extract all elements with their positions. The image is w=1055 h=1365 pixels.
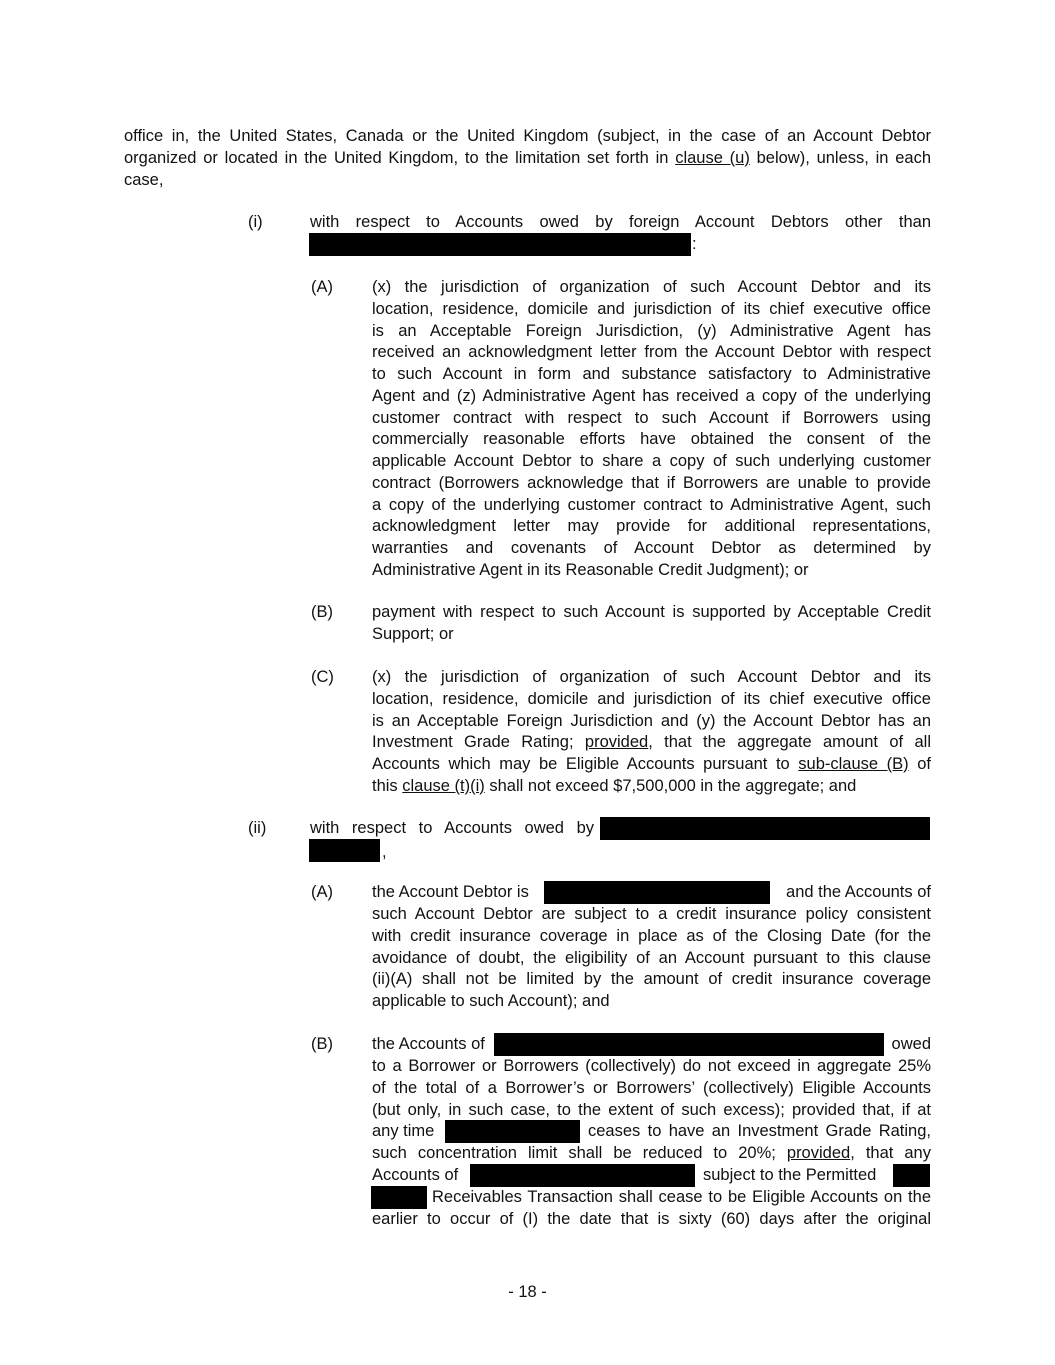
redaction-bar: [494, 1033, 884, 1056]
item-ii-b-line-3: of the total of a Borrower’s or Borrowers’ (collectively) Eligible Accounts: [372, 1078, 931, 1097]
intro-line-3: case,: [124, 171, 164, 189]
item-i-b-label: (B): [311, 603, 333, 621]
item-ii-a-line-3: with credit insurance coverage in place as of the Closing Date (for the: [372, 926, 931, 945]
item-i-a-line-11: a copy of the underlying customer contract to Administrative Agent, such: [372, 495, 931, 514]
item-ii-b-line-5-start: any time: [372, 1122, 435, 1140]
item-i-c-line-4: [372, 732, 931, 754]
item-ii-b-body: [372, 1056, 931, 1121]
item-i-a-line-8: commercially reasonable efforts have obtained the consent of the: [372, 430, 931, 449]
item-i-c-body: [372, 667, 931, 798]
item-ii-b-text: such concentration limit shall be reduced to 20%;: [372, 1144, 787, 1162]
item-ii-label: (ii): [248, 819, 267, 837]
item-i-c-line-2: location, residence, domicile and jurisdiction of its chief executive office: [372, 689, 931, 708]
redaction-bar: [309, 233, 691, 256]
item-i-c-text: of: [908, 755, 931, 773]
item-i-a-line-14: Administrative Agent in its Reasonable Credit Judgment); or: [372, 560, 809, 579]
item-ii-a-line-5: (ii)(A) shall not be limited by the amount of credit insurance coverage: [372, 970, 931, 989]
redaction-bar: [470, 1164, 695, 1187]
redaction-bar: [893, 1164, 930, 1187]
item-ii-a-line-6: applicable to such Account); and: [372, 992, 610, 1010]
item-ii-a-label: (A): [311, 883, 333, 901]
item-ii-b-line-6: [372, 1143, 931, 1163]
item-i-c-line-1: (x) the jurisdiction of organization of such Account Debtor and its: [372, 668, 931, 686]
item-ii-b-text: , that any: [850, 1144, 931, 1162]
item-i-b-line-2: Support; or: [372, 625, 454, 643]
intro-text: below), unless, in each: [749, 149, 932, 167]
item-ii-b-label: (B): [311, 1035, 333, 1053]
item-ii-b-line-1-start: the Accounts of: [372, 1035, 485, 1053]
item-i-a-line-13: warranties and covenants of Account Debtor as determined by: [372, 539, 931, 557]
item-i-a-line-5: to such Account in form and substance satisfactory to Administrative: [372, 365, 931, 383]
clause-u-reference: clause (u): [675, 149, 750, 167]
item-ii-b-line-7-start: Accounts of: [372, 1166, 459, 1184]
page-number: - 18 -: [508, 1283, 547, 1301]
item-i-a-line-10: contract (Borrowers acknowledge that if Borrowers are unable to provide: [372, 473, 931, 492]
item-i-a-line-4: received an acknowledgment letter from the Account Debtor with respect: [372, 343, 931, 362]
item-i-a-label: (A): [311, 278, 333, 296]
item-i-c-label: (C): [311, 668, 334, 686]
item-i-a-line-9: applicable Account Debtor to share a copy of such underlying customer: [372, 452, 931, 470]
provided-term: provided: [584, 733, 649, 752]
item-ii-a-line-1-start: the Account Debtor is: [372, 883, 529, 901]
intro-line-2: [124, 148, 931, 168]
item-i-c-text: shall not exceed $7,500,000 in the aggregate; and: [484, 776, 857, 795]
clause-ti-reference: clause (t)(i): [402, 776, 485, 795]
item-i-a-line-7: customer contract with respect to such Account if Borrowers using: [372, 408, 931, 427]
item-i-a-line-2: location, residence, domicile and jurisdiction of its chief executive office: [372, 299, 931, 318]
redaction-bar: [309, 839, 380, 862]
item-ii-b-line-4: (but only, in such case, to the extent of such excess); provided that, if at: [372, 1100, 931, 1119]
item-ii-b-line-8: Receivables Transaction shall cease to be Eligible Accounts on the: [432, 1188, 931, 1206]
item-i-c-text: Accounts which may be Eligible Accounts pursuant to: [372, 755, 799, 773]
item-i-a-line-12: acknowledgment letter may provide for additional representations,: [372, 517, 931, 536]
item-i-line-2-tail: :: [692, 235, 697, 253]
item-ii-b-line-2: to a Borrower or Borrowers (collectively) do not exceed in aggregate 25%: [372, 1057, 931, 1075]
redaction-bar: [371, 1186, 427, 1209]
item-ii-line-2-tail: ,: [382, 843, 387, 861]
item-ii-line-1: with respect to Accounts owed by: [310, 819, 594, 837]
item-i-a-body: [372, 277, 931, 582]
item-i-b-line-1: payment with respect to such Account is supported by Acceptable Credit: [372, 603, 931, 621]
item-i-c-text: Investment Grade Rating;: [372, 733, 585, 752]
item-i-c-text: this: [372, 776, 403, 795]
item-ii-a-line-1-end: and the Accounts of: [786, 883, 931, 901]
item-i-c-line-3: is an Acceptable Foreign Jurisdiction and (y) the Account Debtor has an: [372, 711, 931, 730]
item-ii-b-line-7-end: subject to the Permitted: [703, 1166, 877, 1184]
item-ii-a-line-4: avoidance of doubt, the eligibility of an Account pursuant to this clause: [372, 948, 931, 967]
item-ii-b-line-9: earlier to occur of (I) the date that is sixty (60) days after the original: [372, 1210, 931, 1228]
redaction-bar: [600, 817, 930, 840]
item-ii-b-line-1-end: owed: [891, 1035, 931, 1053]
redaction-bar: [445, 1120, 580, 1143]
item-i-a-line-3: is an Acceptable Foreign Jurisdiction, (y) Administrative Agent has: [372, 321, 931, 340]
redaction-bar: [544, 881, 770, 904]
item-i-a-line-1: (x) the jurisdiction of organization of such Account Debtor and its: [372, 278, 931, 296]
item-ii-b-line-5-end: ceases to have an Investment Grade Rating,: [588, 1122, 931, 1140]
provided-term: provided: [786, 1144, 851, 1162]
intro-line-1: office in, the United States, Canada or the United Kingdom (subject, in the case of an Account Debtor: [124, 127, 931, 145]
item-ii-a-body: [372, 904, 931, 1013]
sub-clause-b-reference: sub-clause (B): [798, 755, 909, 773]
item-i-a-line-6: Agent and (z) Administrative Agent has received a copy of the underlying: [372, 386, 931, 405]
item-i-c-line-5: [372, 754, 931, 776]
item-i-c-text: , that the aggregate amount of all: [648, 733, 931, 752]
item-ii-a-line-2: such Account Debtor are subject to a credit insurance policy consistent: [372, 905, 931, 923]
item-i-c-line-6: [372, 776, 931, 798]
item-i-label: (i): [248, 213, 263, 231]
item-i-line-1: with respect to Accounts owed by foreign Account Debtors other than: [310, 213, 931, 231]
intro-text: organized or located in the United Kingdom, to the limitation set forth in: [124, 149, 676, 167]
